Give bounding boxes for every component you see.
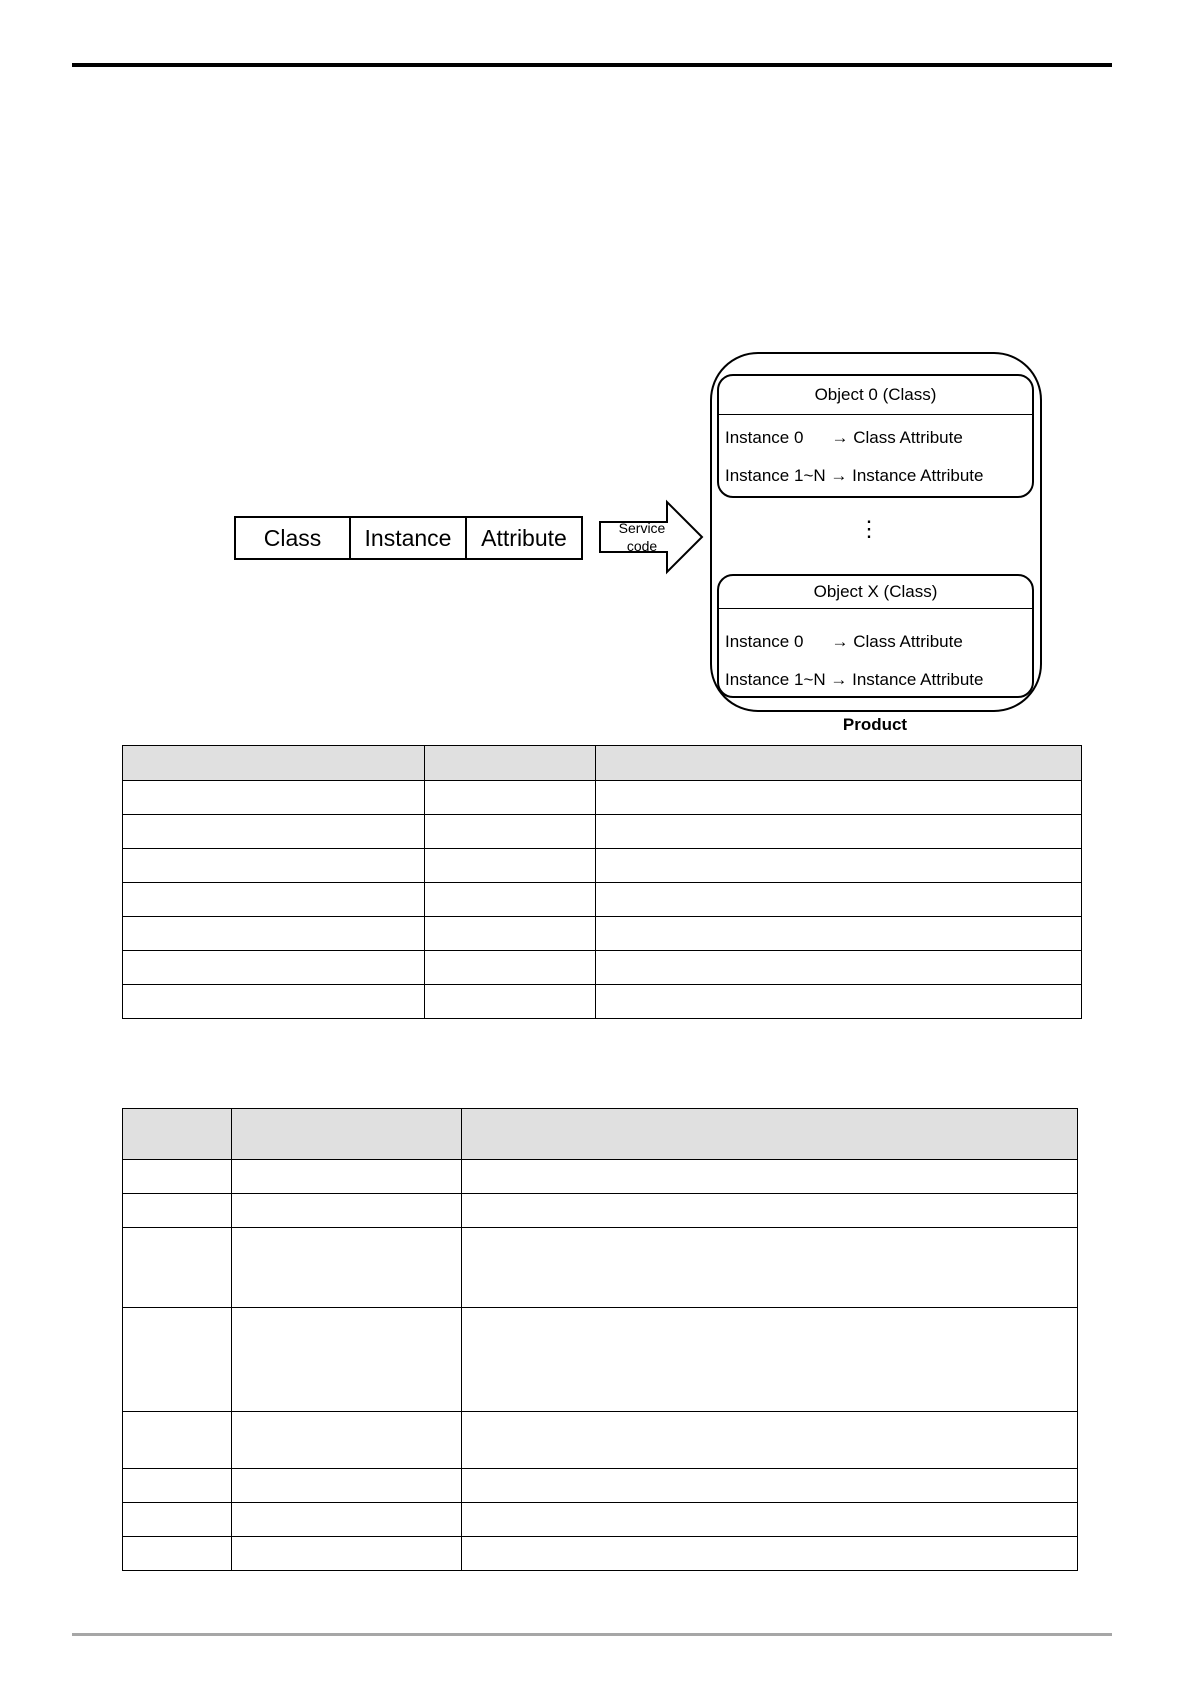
table-1-header-cell xyxy=(425,746,596,781)
table-1 xyxy=(122,745,1082,1019)
table-cell xyxy=(425,951,596,985)
table-cell xyxy=(596,985,1082,1019)
object-0-row-instance xyxy=(725,466,984,486)
table-cell xyxy=(425,849,596,883)
table-row xyxy=(123,1160,1078,1194)
table-cell xyxy=(123,1228,232,1308)
table-cell xyxy=(425,917,596,951)
service-code-line1: Service xyxy=(618,520,666,536)
ellipsis-vertical-icon: ⋮ xyxy=(858,516,880,541)
footer-rule xyxy=(72,1633,1112,1636)
table-cell xyxy=(123,1194,232,1228)
table-row xyxy=(123,1469,1078,1503)
table-2-header-cell xyxy=(232,1109,462,1160)
table-2-header-row xyxy=(123,1109,1078,1160)
table-cell xyxy=(232,1412,462,1469)
table-row xyxy=(123,1503,1078,1537)
table-cell xyxy=(462,1412,1078,1469)
table-cell xyxy=(462,1537,1078,1571)
path-instance-box xyxy=(349,516,467,560)
table-cell xyxy=(123,1160,232,1194)
table-cell xyxy=(462,1469,1078,1503)
table-1-header-row xyxy=(123,746,1082,781)
table-cell xyxy=(462,1503,1078,1537)
table-cell xyxy=(123,849,425,883)
table-cell xyxy=(425,985,596,1019)
arrow-right-icon: → xyxy=(831,632,849,651)
table-row xyxy=(123,1537,1078,1571)
table-cell xyxy=(596,781,1082,815)
table-cell xyxy=(425,781,596,815)
table-cell xyxy=(232,1228,462,1308)
table-cell xyxy=(596,849,1082,883)
table-row xyxy=(123,1308,1078,1412)
table-cell xyxy=(123,917,425,951)
path-attribute-box xyxy=(465,516,583,560)
service-code-line2: code xyxy=(626,538,658,554)
table-1-header-cell xyxy=(123,746,425,781)
table-cell xyxy=(596,917,1082,951)
table-row xyxy=(123,883,1082,917)
object-x-row-instance xyxy=(725,670,984,690)
product-label: Product xyxy=(842,715,908,734)
object-0-box xyxy=(717,374,1034,498)
table-cell xyxy=(123,883,425,917)
table-row xyxy=(123,849,1082,883)
table-2-header-cell xyxy=(462,1109,1078,1160)
header-rule xyxy=(72,63,1112,67)
table-cell xyxy=(232,1160,462,1194)
table-cell xyxy=(462,1194,1078,1228)
table-row xyxy=(123,1194,1078,1228)
path-instance-label: Instance xyxy=(364,524,452,551)
table-cell xyxy=(123,1537,232,1571)
table-cell xyxy=(123,815,425,849)
table-cell xyxy=(232,1194,462,1228)
arrow-right-icon: → xyxy=(831,428,849,447)
row-instance-label: Instance 0 xyxy=(725,632,804,651)
table-cell xyxy=(596,883,1082,917)
row-instance-label: Instance 0 xyxy=(725,428,804,447)
table-cell xyxy=(425,883,596,917)
row-instance-label: Instance 1~N xyxy=(725,670,826,689)
table-cell xyxy=(232,1537,462,1571)
object-x-title: Object X (Class) xyxy=(719,576,1032,609)
object-x-box xyxy=(717,574,1034,698)
table-cell xyxy=(123,951,425,985)
table-cell xyxy=(232,1503,462,1537)
table-cell xyxy=(123,1469,232,1503)
row-attribute-label: Instance Attribute xyxy=(852,466,984,485)
table-2-header-cell xyxy=(123,1109,232,1160)
table-cell xyxy=(232,1469,462,1503)
table-cell xyxy=(123,1503,232,1537)
table-cell xyxy=(425,815,596,849)
table-cell xyxy=(462,1160,1078,1194)
object-0-row-class xyxy=(725,428,963,448)
table-cell xyxy=(123,781,425,815)
arrow-right-icon: → xyxy=(830,466,848,485)
table-cell xyxy=(232,1308,462,1412)
table-cell xyxy=(596,815,1082,849)
table-row xyxy=(123,951,1082,985)
table-row xyxy=(123,917,1082,951)
table-cell xyxy=(462,1228,1078,1308)
path-attribute-label: Attribute xyxy=(481,524,567,551)
path-class-box xyxy=(234,516,351,560)
table-row xyxy=(123,985,1082,1019)
arrow-right-icon: → xyxy=(830,670,848,689)
object-x-row-class xyxy=(725,632,963,652)
table-2 xyxy=(122,1108,1078,1571)
table-cell xyxy=(596,951,1082,985)
table-row xyxy=(123,1228,1078,1308)
table-cell xyxy=(123,985,425,1019)
table-row xyxy=(123,815,1082,849)
table-cell xyxy=(123,1308,232,1412)
row-attribute-label: Class Attribute xyxy=(853,428,963,447)
path-class-label: Class xyxy=(263,524,322,551)
row-attribute-label: Instance Attribute xyxy=(852,670,984,689)
row-attribute-label: Class Attribute xyxy=(853,632,963,651)
object-0-title: Object 0 (Class) xyxy=(719,376,1032,415)
table-cell xyxy=(123,1412,232,1469)
table-1-header-cell xyxy=(596,746,1082,781)
service-code-label xyxy=(604,519,680,555)
table-cell xyxy=(462,1308,1078,1412)
table-row xyxy=(123,1412,1078,1469)
row-instance-label: Instance 1~N xyxy=(725,466,826,485)
table-row xyxy=(123,781,1082,815)
